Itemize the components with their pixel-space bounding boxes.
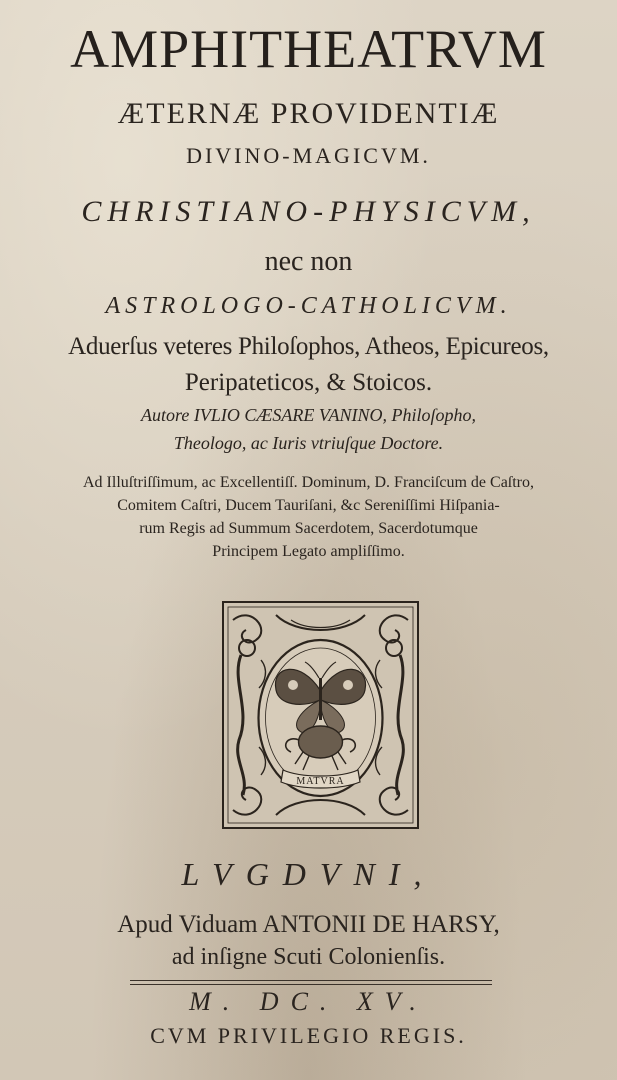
subtitle-line-3: CHRISTIANO-PHYSICVM, — [81, 195, 536, 228]
butterfly-crab-emblem-icon — [221, 600, 420, 830]
imprint-publisher-line-1: Apud Viduam ANTONII DE HARSY, — [117, 911, 500, 938]
dedication-line-3: rum Regis ad Summum Sacerdotem, Sacerdotumque — [139, 520, 478, 537]
imprint-city: LVGDVNI, — [181, 856, 436, 892]
book-title: AMPHITHEATRVM — [70, 19, 547, 79]
dedication-line-1: Ad Illuſtriſſimum, ac Excellentiſſ. Dominum, D. Franciſcum de Caſtro, — [82, 474, 535, 491]
dedication-line-2: Comitem Caſtri, Ducem Tauriſani, &c Sereniſſimi Hiſpania- — [117, 497, 500, 514]
emblem-motto: MATVRA — [296, 776, 345, 787]
author-line-2: Theologo, ac Iuris vtriuſque Doctore. — [173, 433, 444, 453]
printer-device — [221, 600, 420, 830]
description-line-1: Aduerſus veteres Philoſophos, Atheos, Epicureos, — [68, 333, 549, 360]
imprint-privilege: CVM PRIVILEGIO REGIS. — [150, 1023, 467, 1048]
imprint-rule-thin — [130, 984, 492, 985]
author-line-1: Autore IVLIO CÆSARE VANINO, Philoſopho, — [141, 405, 476, 425]
imprint-year: M. DC. XV. — [189, 987, 428, 1016]
description-line-2: Peripateticos, & Stoicos. — [184, 369, 433, 396]
dedication-line-4: Principem Legato ampliſſimo. — [212, 543, 405, 560]
imprint-rule — [130, 980, 492, 981]
imprint-publisher-line-2: ad inſigne Scuti Colonienſis. — [171, 944, 446, 970]
subtitle-line-5: ASTROLOGO-CATHOLICVM. — [105, 293, 512, 319]
subtitle-line-2: DIVINO-MAGICVM. — [186, 143, 431, 168]
subtitle-line-1: ÆTERNÆ PROVIDENTIÆ — [117, 97, 500, 130]
subtitle-line-4: nec non — [264, 246, 353, 277]
